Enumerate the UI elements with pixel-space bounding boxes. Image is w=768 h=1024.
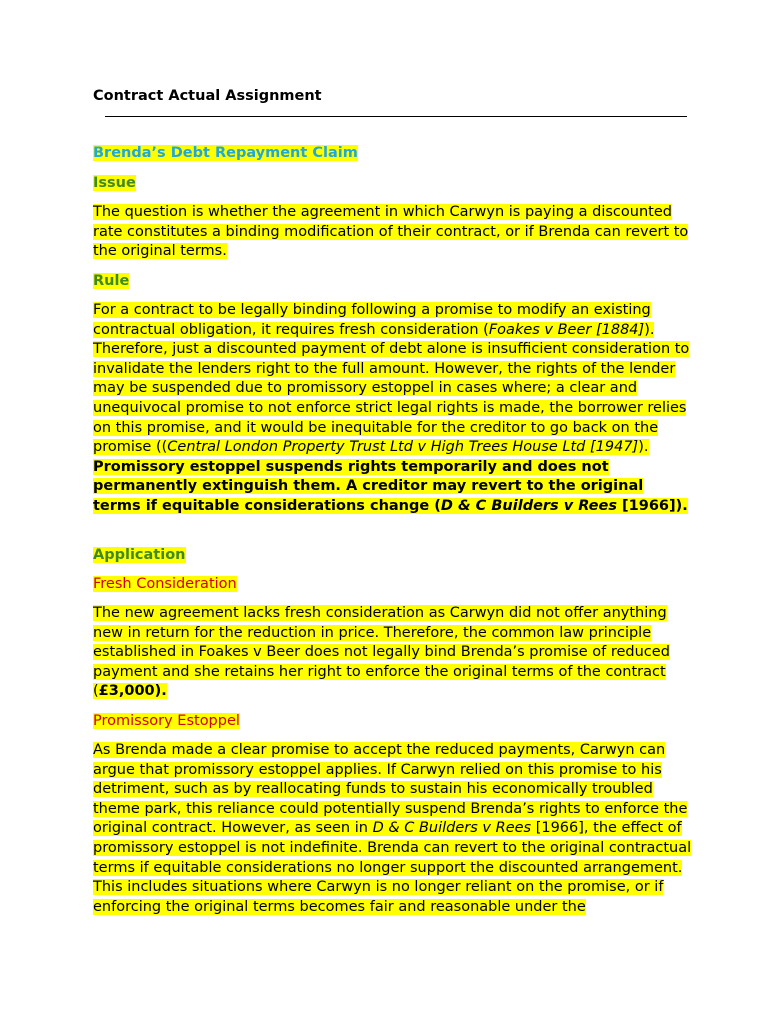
fresh-consideration-heading-block (93, 575, 693, 595)
document-page (93, 86, 693, 915)
claim-heading-block (93, 144, 693, 164)
promissory-estoppel-case: D & C Builders v Rees (372, 820, 532, 837)
rule-case-foakes: Foakes v Beer [1884] (488, 321, 645, 338)
rule-text-1: For a contract to be legally binding following a promise to modify an existing contractual obligation, it requires fresh consideration ( (93, 302, 651, 338)
promissory-estoppel-heading-block (93, 712, 693, 732)
fresh-consideration-heading: Fresh Consideration (93, 576, 237, 592)
promissory-estoppel-heading: Promissory Estoppel (93, 713, 240, 729)
rule-bold-text: Promissory estoppel suspends rights temporarily and does not permanently extinguish them. A creditor may revert to the original terms if equitable considerations change ( (93, 458, 644, 514)
rule-heading-block (93, 272, 693, 292)
promissory-estoppel-paragraph (93, 741, 693, 917)
fresh-consideration-paragraph (93, 604, 693, 702)
rule-paragraph (93, 301, 693, 517)
application-heading-block (93, 546, 693, 566)
issue-text: The question is whether the agreement in which Carwyn is paying a discounted rate constitutes a binding modification of their contract, or if Brenda can revert to the original terms. (93, 204, 689, 260)
issue-heading-block (93, 174, 693, 194)
document-title: Contract Actual Assignment (93, 88, 322, 104)
issue-paragraph (93, 203, 693, 262)
promissory-estoppel-text-2: [1966], the effect of promissory estoppel is not indefinite. Brenda can revert to the original contractual terms if equitable considerations no longer support the discounted arrangement. This includes situations where Carwyn is no longer reliant on the promise, or if enforcing the original terms becomes fair and reasonable under the (93, 820, 692, 915)
rule-text-3: ). (638, 439, 649, 456)
issue-heading: Issue (93, 175, 136, 191)
promissory-estoppel-text-1: As Brenda made a clear promise to accept the reduced payments, Carwyn can argue that promissory estoppel applies. If Carwyn relied on this promise to his detriment, such as by reallocating funds to sustain his economically troubled theme park, this reliance could potentially suspend Brenda’s rights to enforce the original contract. However, as seen in (93, 742, 688, 837)
title-divider (105, 116, 687, 117)
application-heading: Application (93, 547, 186, 563)
rule-text-2: ). Therefore, just a discounted payment of debt alone is insufficient consideration to invalidate the lenders right to the full amount. However, the rights of the lender may be suspended due to promissory estoppel in cases where; a clear and unequivocal promise to not enforce strict legal rights is made, the borrower relies on this promise, and it would be inequitable for the creditor to go back on the promise (( (93, 321, 690, 456)
fresh-consideration-text: The new agreement lacks fresh consideration as Carwyn did not offer anything new in return for the reduction in price. Therefore, the common law principle established in Foakes v Beer does not legally bind Brenda’s promise of reduced payment and she retains her right to enforce the original terms of the contract ( (93, 605, 670, 700)
fresh-consideration-amount: £3,000). (98, 683, 167, 700)
rule-heading: Rule (93, 273, 130, 289)
claim-heading: Brenda’s Debt Repayment Claim (93, 145, 358, 161)
rule-case-high-trees: Central London Property Trust Ltd v High Trees House Ltd [1947] (167, 439, 639, 456)
rule-bold-text-end: [1966]). (616, 497, 688, 514)
rule-case-dc-builders: D & C Builders v Rees (440, 497, 617, 514)
